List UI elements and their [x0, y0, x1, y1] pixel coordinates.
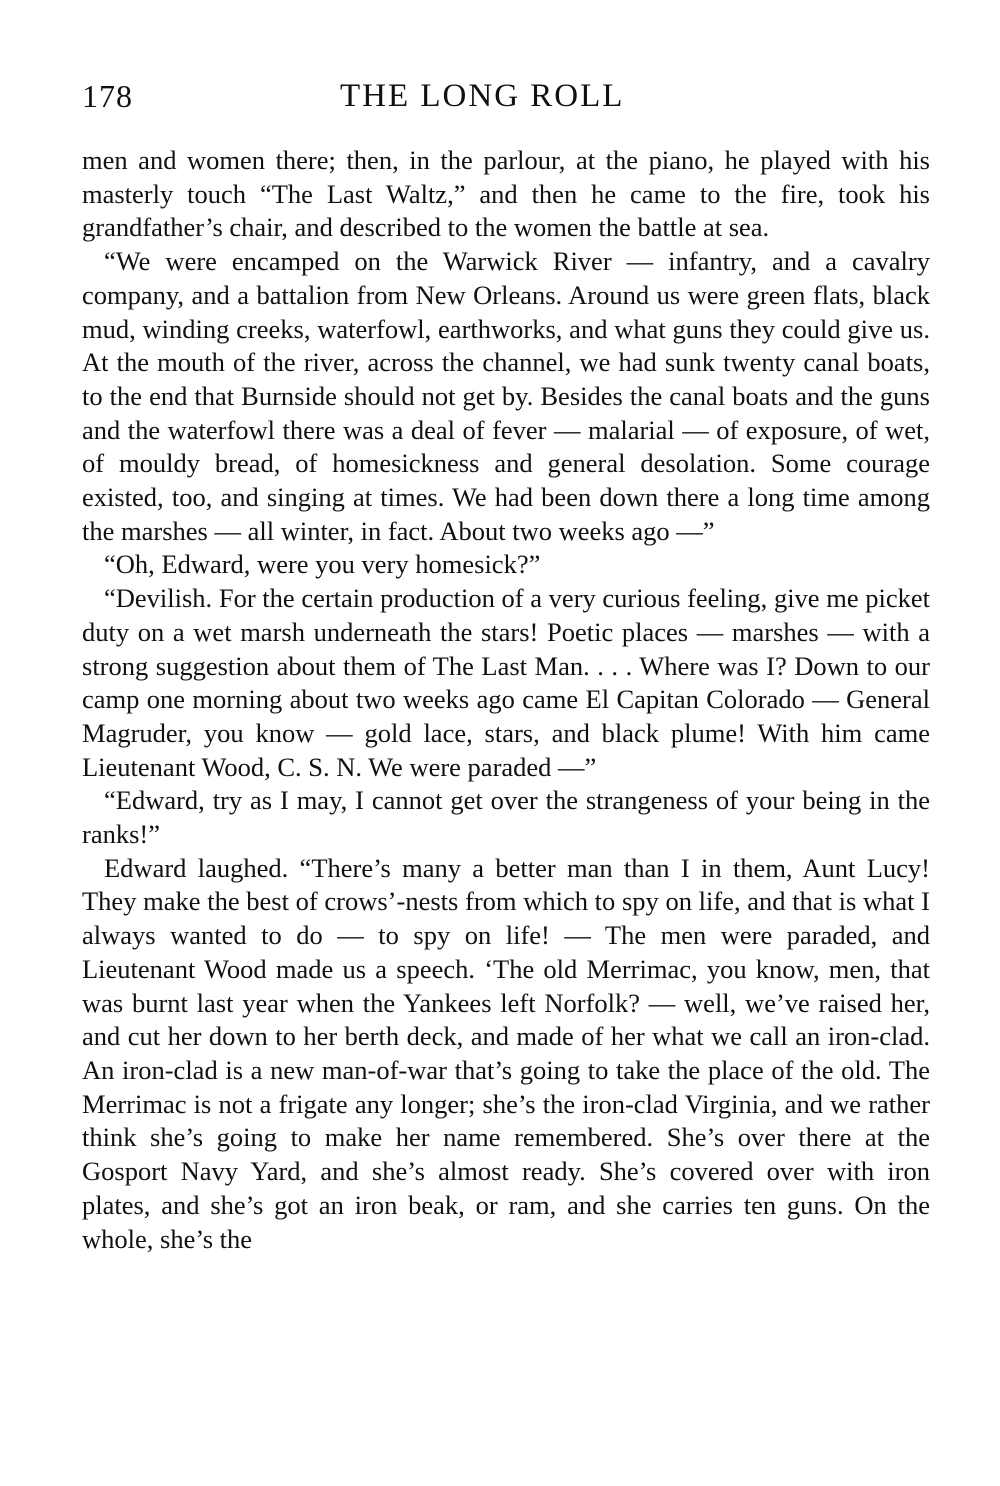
page-header: [82, 72, 930, 132]
book-page: [82, 72, 930, 1254]
body-text: [82, 144, 930, 1256]
paragraph: “Devilish. For the certain production of a very curious feeling, give me picket duty on a wet marsh underneath the stars! Poetic places — marshes — with a strong suggestion about them of The Last Man. . . . Where was I? Down to our camp one morning about two weeks ago came El Capitan Colorado — General Magruder, you know — gold lace, stars, and black plume! With him came Lieutenant Wood, C. S. N. We were paraded —”: [82, 583, 930, 782]
running-title: THE LONG ROLL: [340, 78, 625, 114]
paragraph: “Edward, try as I may, I cannot get over the strangeness of your being in the ranks!”: [82, 785, 930, 850]
paragraph: “We were encamped on the Warwick River — infantry, and a cavalry company, and a battalion from New Orleans. Around us were green flats, black mud, winding creeks, waterfowl, earthworks, and what guns they could give us. At the mouth of the river, across the channel, we had sunk twenty canal boats, to the end that Burnside should not get by. Besides the canal boats and the guns and the waterfowl there was a deal of fever — malarial — of exposure, of wet, of mouldy bread, of homesickness and general desolation. Some courage existed, too, and singing at times. We had been down there a long time among the marshes — all winter, in fact. About two weeks ago —”: [82, 246, 930, 546]
page-number: 178: [82, 78, 133, 114]
paragraph: Edward laughed. “There’s many a better man than I in them, Aunt Lucy! They make the best of crows’-nests from which to spy on life, and that is what I always wanted to do — to spy on life! — The men were paraded, and Lieutenant Wood made us a speech. ‘The old Merrimac, you know, men, that was burnt last year when the Yankees left Norfolk? — well, we’ve raised her, and cut her down to her berth deck, and made of her what we call an iron-clad. An iron-clad is a new man-of-war that’s going to take the place of the old. The Merrimac is not a frigate any longer; she’s the iron-clad Virginia, and we rather think she’s going to make her name remembered. She’s over there at the Gosport Navy Yard, and she’s almost ready. She’s covered over with iron plates, and she’s got an iron beak, or ram, and she carries ten guns. On the whole, she’s the: [82, 852, 930, 1254]
paragraph: men and women there; then, in the parlour, at the piano, he played with his masterly touch “The Last Waltz,” and then he came to the fire, took his grandfather’s chair, and described to the women the battle at sea.: [82, 145, 930, 243]
paragraph: “Oh, Edward, were you very homesick?”: [104, 549, 541, 580]
